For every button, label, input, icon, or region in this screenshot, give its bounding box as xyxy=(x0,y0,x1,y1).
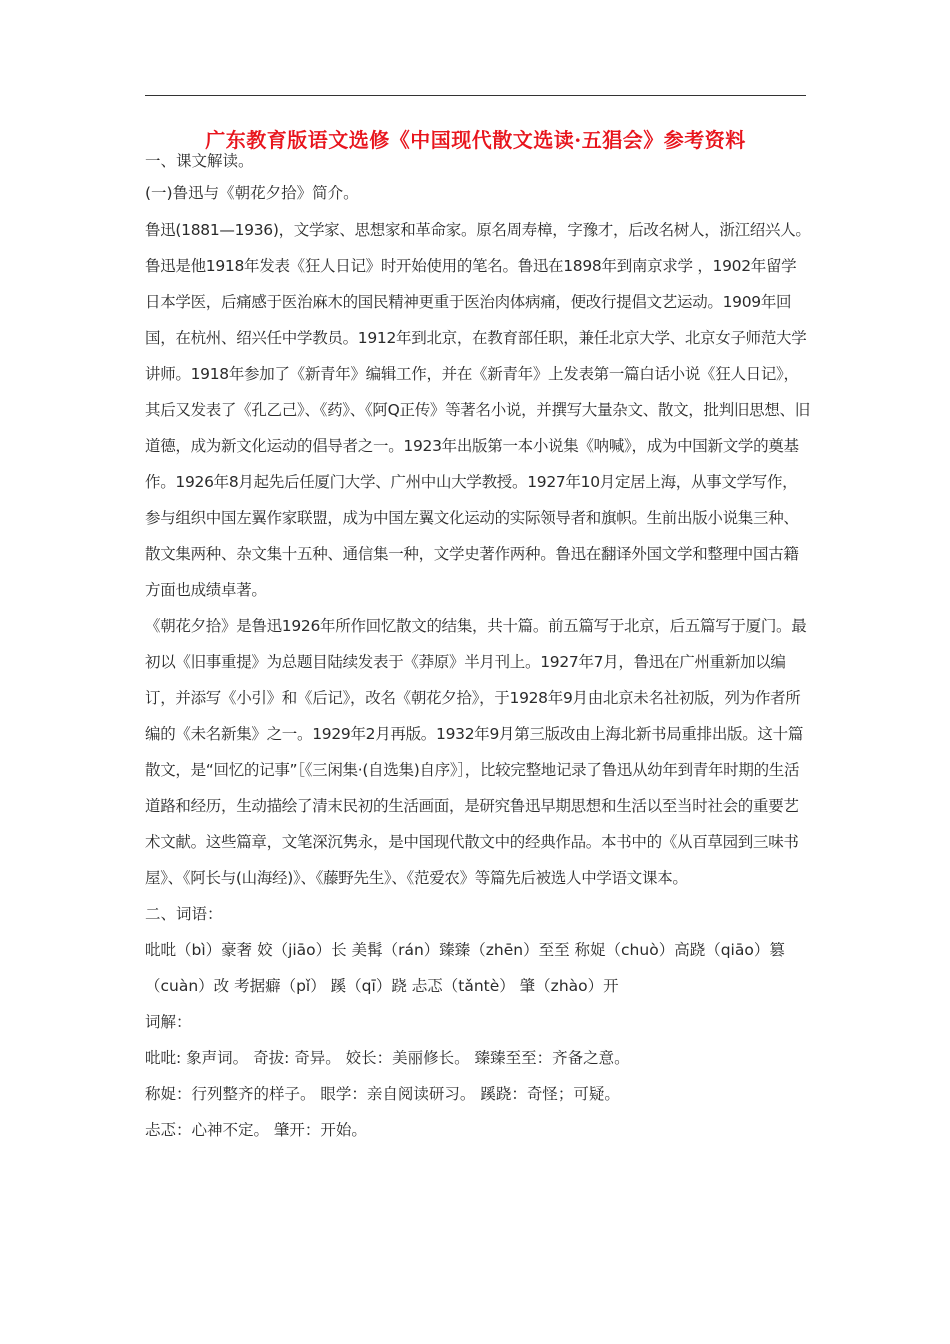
document-title: 广东教育版语文选修《中国现代散文选读·五猖会》参考资料 xyxy=(205,128,746,152)
book-intro-paragraph: 《朝花夕拾》是鲁迅1926年所作回忆散文的结集，共十篇。前五篇写于北京，后五篇写于厦门。最初以《旧事重提》为总题目陆续发表于《莽原》半月刊上。1927年7月，鲁迅在广州重新加以编订，并添写《小引》和《后记》，改名《朝花夕拾》，于1928年9月由北京未名社初版，列为作者所编的《未名新集》之一。1929年2月再版。1932年9月第三版改由上海北新书局重排出版。这十篇散文，是“回忆的记事”［《三闲集·(自选集)自序》］，比较完整地记录了鲁迅从幼年到青年时期的生活道路和经历，生动描绘了清末民初的生活画面，是研究鲁迅早期思想和生活以至当时社会的重要艺术文献。这些篇章，文笔深沉隽永，是中国现代散文中的经典作品。本书中的《从百草园到三味书屋》、《阿长与(山海经)》、《藤野先生》、《范爱农》等篇先后被选人中学语文课本。 xyxy=(145,617,807,887)
vocab-line: （cuàn）改 考据癖（pǐ） 蹊（qī）跷 忐忑（tǎntè） 肇（zhào）开 xyxy=(145,977,619,995)
section-heading-vocabulary: 二、词语： xyxy=(145,905,223,923)
section-heading-interpretation: 一、课文解读。 xyxy=(145,152,254,170)
glossary-line: 忐忑：心神不定。 肇开：开始。 xyxy=(145,1121,367,1139)
glossary-line: 称娖：行列整齐的样子。 眼学：亲自阅读研习。 蹊跷：奇怪；可疑。 xyxy=(145,1085,620,1103)
subsection-heading-intro: (一)鲁迅与《朝花夕拾》简介。 xyxy=(145,184,359,202)
author-bio-paragraph: 鲁迅(1881—1936)，文学家、思想家和革命家。原名周寿樟，字豫才，后改名树人，浙江绍兴人。鲁迅是他1918年发表《狂人日记》时开始使用的笔名。鲁迅在1898年到南京求学 ，1902年留学日本学医，后痛感于医治麻木的国民精神更重于医治肉体病痛，便改行提倡文艺运动。1909年回国，在杭州、绍兴任中学教员。1912年到北京，在教育部任职，兼任北京大学、北京女子师范大学讲师。1918年参加了《新青年》编辑工作，并在《新青年》上发表第一篇白话小说《狂人日记》，其后又发表了《孔乙己》、《药》、《阿Q正传》等著名小说，并撰写大量杂文、散文，批判旧思想、旧道德，成为新文化运动的倡导者之一。1923年出版第一本小说集《呐喊》，成为中国新文学的奠基作。1926年8月起先后任厦门大学、广州中山大学教授。1927年10月定居上海，从事文学写作，参与组织中国左翼作家联盟，成为中国左翼文化运动的实际领导者和旗帜。生前出版小说集三种、散文集两种、杂文集十五种、通信集一种，文学史著作两种。鲁迅在翻译外国文学和整理中国古籍方面也成绩卓著。 xyxy=(145,221,811,599)
header-rule xyxy=(145,95,806,96)
glossary-line: 吡吡: 象声词。 奇拔: 奇异。 姣长：美丽修长。 臻臻至至：齐备之意。 xyxy=(145,1049,630,1067)
vocab-line: 吡吡（bì）豪奢 姣（jiāo）长 美髯（rán）臻臻（zhēn）至至 称娖（chuò）高跷（qiāo）篡 xyxy=(145,941,785,959)
document-body xyxy=(145,148,811,1148)
glossary-heading: 词解： xyxy=(145,1013,192,1031)
